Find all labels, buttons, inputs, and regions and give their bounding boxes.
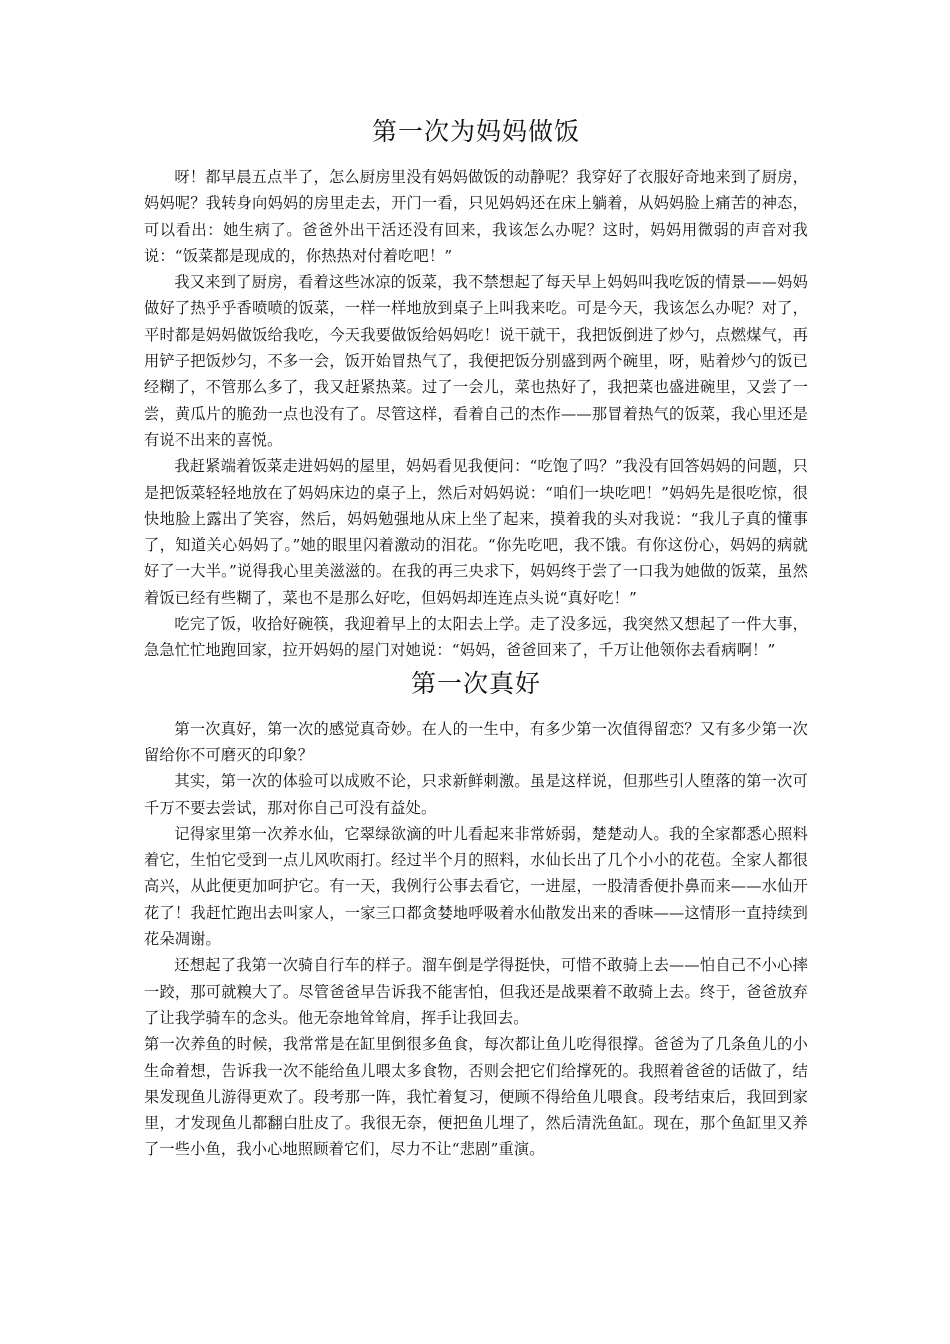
article-2-paragraph-4: 还想起了我第一次骑自行车的样子。溜车倒是学得挺快，可惜不敢骑上去——怕自己不小心摔一跤，那可就糗大了。尽管爸爸早告诉我不能害怕，但我还是战栗着不敢骑上去。终于，爸爸放弃了让我学骑车的念头。他无奈地耸耸肩，挥手让我回去。 xyxy=(144,956,808,1027)
article-1-paragraph-4: 吃完了饭，收拾好碗筷，我迎着早上的太阳去上学。走了没多远，我突然又想起了一件大事，急急忙忙地跑回家，拉开妈妈的屋门对她说：“妈妈，爸爸回来了，千万让他领你去看病啊！” xyxy=(144,615,808,660)
document-body xyxy=(144,112,808,1163)
article-1-paragraph-2: 我又来到了厨房，看着这些冰凉的饭菜，我不禁想起了每天早上妈妈叫我吃饭的情景——妈妈做好了热乎乎香喷喷的饭菜，一样一样地放到桌子上叫我来吃。可是今天，我该怎么办呢？对了，平时都是妈妈做饭给我吃，今天我要做饭给妈妈吃！说干就干，我把饭倒进了炒勺，点燃煤气，再用铲子把饭炒匀，不多一会，饭开始冒热气了，我便把饭分别盛到两个碗里，呀，贴着炒勺的饭已经糊了，不管那么多了，我又赶紧热菜。过了一会儿，菜也热好了，我把菜也盛进碗里，又尝了一尝，黄瓜片的脆劲一点也没有了。尽管这样，看着自己的杰作——那冒着热气的饭菜，我心里还是有说不出来的喜悦。 xyxy=(144,273,808,449)
article-1-paragraph-1: 呀！都早晨五点半了，怎么厨房里没有妈妈做饭的动静呢？我穿好了衣服好奇地来到了厨房，妈妈呢？我转身向妈妈的房里走去，开门一看，只见妈妈还在床上躺着，从妈妈脸上痛苦的神态，可以看出：她生病了。爸爸外出干活还没有回来，我该怎么办呢？这时，妈妈用微弱的声音对我说：“饭菜都是现成的，你热热对付着吃吧！” xyxy=(144,168,808,265)
article-title-1: 第一次为妈妈做饭 xyxy=(371,117,580,146)
article-2-paragraph-5: 第一次养鱼的时候，我常常是在缸里倒很多鱼食，每次都让鱼儿吃得很撑。爸爸为了几条鱼儿的小生命着想，告诉我一次不能给鱼儿喂太多食物，否则会把它们给撑死的。我照着爸爸的话做了，结果发现鱼儿游得更欢了。段考那一阵，我忙着复习，便顾不得给鱼儿喂食。段考结束后，我回到家里，才发现鱼儿都翻白肚皮了。我很无奈，便把鱼儿埋了，然后清洗鱼缸。现在，那个鱼缸里又养了一些小鱼，我小心地照顾着它们，尽力不让“悲剧”重演。 xyxy=(144,1035,808,1159)
article-title-2: 第一次真好 xyxy=(410,668,541,698)
article-1-paragraph-3: 我赶紧端着饭菜走进妈妈的屋里，妈妈看见我便问：“吃饱了吗？”我没有回答妈妈的问题，只是把饭菜轻轻地放在了妈妈床边的桌子上，然后对妈妈说：“咱们一块吃吧！”妈妈先是很吃惊，很快地脸上露出了笑容，然后，妈妈勉强地从床上坐了起来，摸着我的头对我说：“我儿子真的懂事了，知道关心妈妈了。”她的眼里闪着激动的泪花。“你先吃吧，我不饿。有你这份心，妈妈的病就好了一大半。”说得我心里美滋滋的。在我的再三央求下，妈妈终于尝了一口我为她做的饭菜，虽然着饭已经有些糊了，菜也不是那么好吃，但妈妈却连连点头说“真好吃！” xyxy=(144,457,808,607)
article-2-paragraph-2: 其实，第一次的体验可以成败不论，只求新鲜刺激。虽是这样说，但那些引人堕落的第一次可千万不要去尝试，那对你自己可没有益处。 xyxy=(144,772,808,817)
article-2-paragraph-3: 记得家里第一次养水仙，它翠绿欲滴的叶儿看起来非常娇弱，楚楚动人。我的全家都悉心照料着它，生怕它受到一点儿风吹雨打。经过半个月的照料，水仙长出了几个小小的花苞。全家人都很高兴，从此便更加呵护它。有一天，我例行公事去看它，一进屋，一股清香便扑鼻而来——水仙开花了！我赶忙跑出去叫家人，一家三口都贪婪地呼吸着水仙散发出来的香味——这情形一直持续到花朵凋谢。 xyxy=(144,824,808,949)
article-2-paragraph-1: 第一次真好，第一次的感觉真奇妙。在人的一生中，有多少第一次值得留恋？又有多少第一次留给你不可磨灭的印象？ xyxy=(144,719,808,764)
